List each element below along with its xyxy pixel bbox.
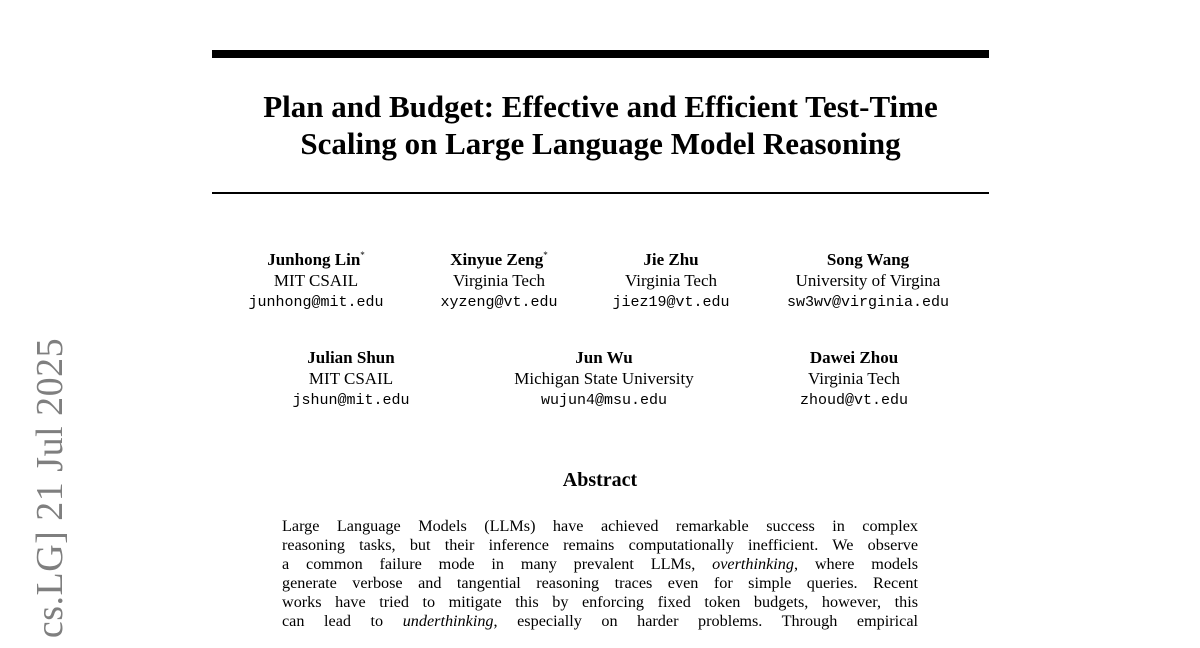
paper-title-line-2: Scaling on Large Language Model Reasoning [300, 126, 901, 161]
abstract-heading: Abstract [562, 469, 638, 491]
author-email: zhoud@vt.edu [799, 392, 909, 409]
author-email: xyzeng@vt.edu [440, 294, 558, 311]
author-affiliation: Virginia Tech [452, 271, 546, 290]
abstract-body [282, 517, 918, 632]
author-affiliation: MIT CSAIL [273, 271, 359, 290]
author-email: sw3wv@virginia.edu [786, 294, 950, 311]
abstract-emphasis: overthinking [712, 555, 794, 574]
author-name: Jun Wu [575, 348, 633, 367]
author-block [787, 249, 949, 314]
arxiv-side-stamp: cs.LG] 21 Jul 2025 [29, 337, 71, 639]
author-affiliation: Virginia Tech [807, 369, 901, 388]
abstract-line: can lead to underthinking, especially on harder problems. Through empirical [282, 612, 918, 631]
author-block [612, 249, 729, 314]
author-affiliation: Michigan State University [514, 369, 694, 388]
author-name: Xinyue Zeng* [450, 250, 548, 269]
author-block [292, 347, 409, 412]
header-top-rule [212, 50, 989, 58]
author-block [248, 249, 383, 314]
author-affiliation: Virginia Tech [624, 271, 718, 290]
abstract-line: Large Language Models (LLMs) have achieved remarkable success in complex [282, 517, 918, 535]
author-email: jshun@mit.edu [292, 392, 410, 409]
author-name: Dawei Zhou [809, 348, 899, 367]
author-email: wujun4@msu.edu [540, 392, 668, 409]
abstract-emphasis: underthinking [402, 612, 494, 631]
author-email: jiez19@vt.edu [612, 294, 730, 311]
abstract-line: a common failure mode in many prevalent LLMs, overthinking, where models [282, 555, 919, 574]
author-affiliation: University of Virgina [795, 271, 941, 290]
abstract-line: works have tried to mitigate this by enforcing fixed token budgets, however, this [282, 593, 918, 612]
author-name: Jie Zhu [643, 250, 699, 269]
author-block [440, 249, 557, 314]
paper-title [212, 88, 989, 162]
author-block [800, 347, 908, 412]
author-block [514, 347, 693, 412]
author-email: junhong@mit.edu [248, 294, 384, 311]
paper-title-line-1: Plan and Budget: Effective and Efficient Test-Time [263, 89, 938, 124]
abstract-line: reasoning tasks, but their inference remains computationally inefficient. We observe [282, 536, 918, 555]
abstract-line: generate verbose and tangential reasoning traces even for simple queries. Recent [282, 574, 918, 593]
author-name: Julian Shun [307, 348, 395, 367]
author-name: Song Wang [826, 250, 910, 269]
author-name: Junhong Lin* [267, 250, 365, 269]
title-bottom-rule [212, 192, 989, 194]
author-affiliation: MIT CSAIL [308, 369, 394, 388]
